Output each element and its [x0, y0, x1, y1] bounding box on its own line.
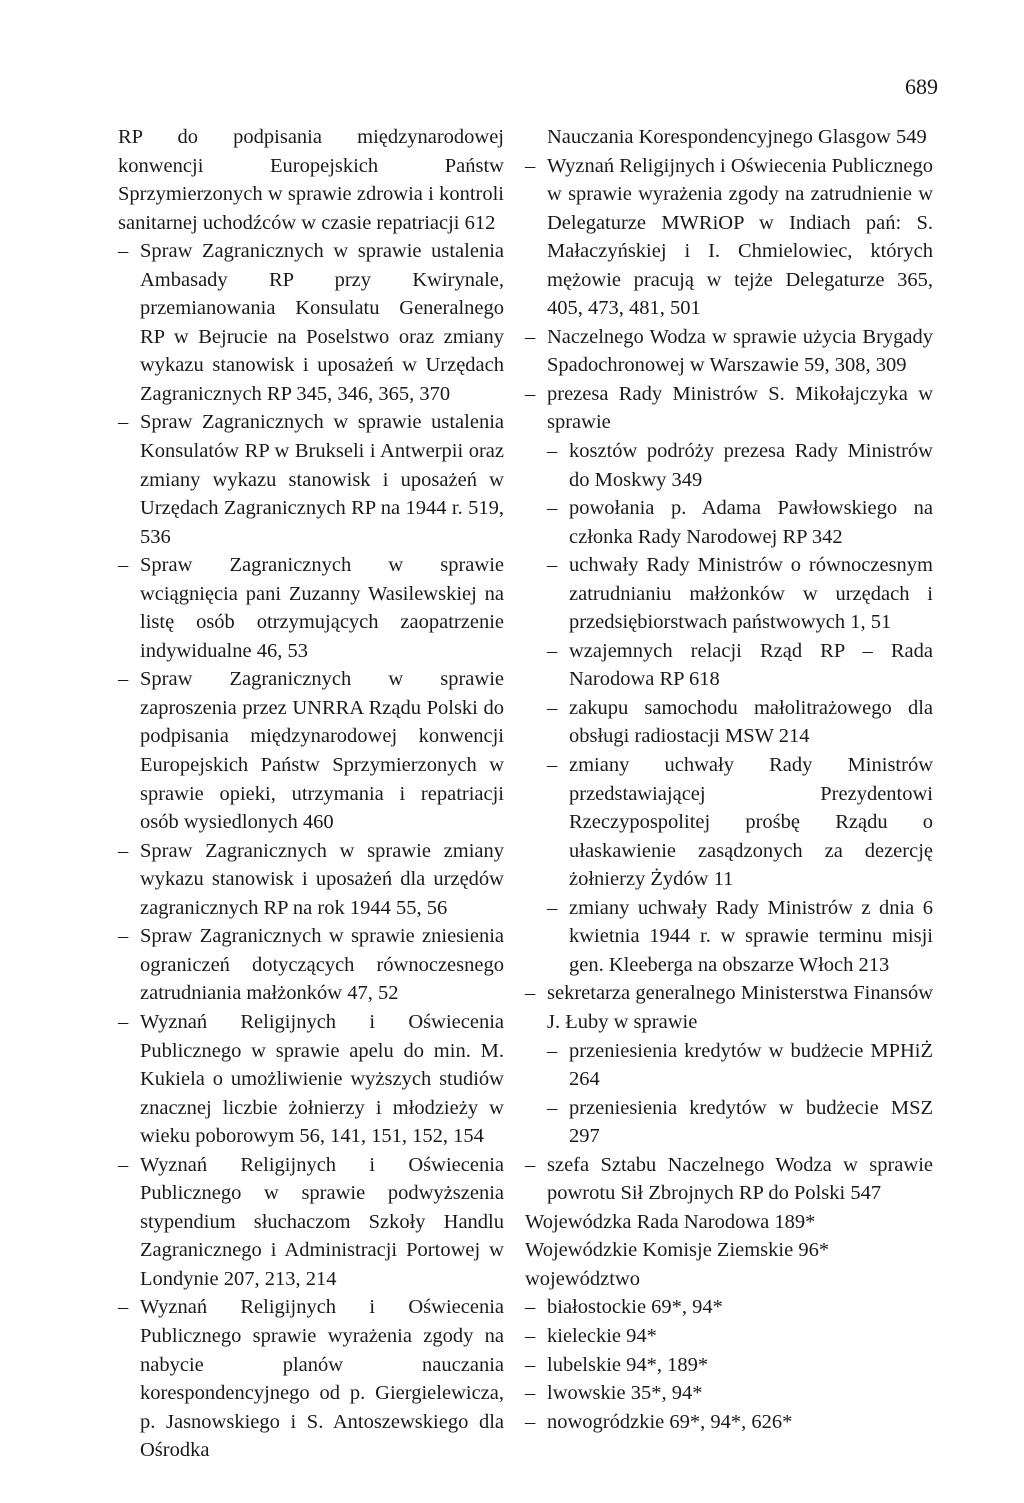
index-entry: [525, 1322, 933, 1351]
index-entry: [525, 1293, 933, 1322]
entry-text: Spraw Zagranicznych w sprawie ustalenia Ambasady RP przy Kwirynale, przemianowania Konsulatu Generalnego RP w Bejrucie na Poselstwo oraz zmiany wykazu stanowisk i uposażeń w Urzędach Zagranicznych RP 345, 346, 365, 370: [140, 240, 504, 405]
index-column-right: [525, 123, 933, 1436]
entry-dash: –: [525, 382, 536, 405]
entry-text: Nauczania Korespondencyjnego Glasgow 549: [547, 126, 927, 148]
index-entry: [525, 1379, 933, 1408]
entry-text: Naczelnego Wodza w sprawie użycia Brygady Spadochronowej w Warszawie 59, 308, 309: [547, 325, 933, 377]
entry-text: Wyznań Religijnych i Oświecenia Publicznego w sprawie apelu do min. M. Kukiela o umożliwienie wyższych studiów znacznej liczbie żołnierzy i młodzieży w wieku poborowym 56, 141, 151, 152, 154: [140, 1010, 504, 1148]
index-entry: [118, 1293, 504, 1464]
entry-text: zmiany uchwały Rady Ministrów z dnia 6 kwietnia 1944 r. w sprawie terminu misji gen. Kleeberga na obszarze Włoch 213: [569, 896, 933, 976]
entry-text: województwo: [525, 1267, 641, 1290]
entry-dash: –: [525, 1353, 536, 1376]
index-entry: [118, 123, 504, 237]
index-entry: [118, 922, 504, 1008]
page-number: 689: [905, 74, 938, 99]
entry-dash: –: [525, 982, 536, 1005]
index-entry: [525, 1208, 933, 1237]
index-entry: [118, 237, 504, 408]
entry-dash: –: [547, 639, 558, 662]
entry-dash: –: [118, 668, 129, 691]
index-entry: [525, 1151, 933, 1208]
entry-text: Spraw Zagranicznych w sprawie zniesienia ograniczeń dotyczących równoczesnego zatrudniania małżonków 47, 52: [140, 925, 504, 1005]
entry-text: przeniesienia kredytów w budżecie MPHiŻ 264: [569, 1039, 933, 1091]
entry-text: powołania p. Adama Pawłowskiego na członka Rady Narodowej RP 342: [569, 497, 933, 548]
entry-dash: –: [547, 896, 558, 919]
index-entry: [118, 408, 504, 551]
entry-dash: –: [525, 154, 536, 177]
index-entry: [525, 123, 933, 152]
entry-text: wzajemnych relacji Rząd RP – Rada Narodowa RP 618: [569, 639, 933, 691]
entry-text: lubelskie 94*, 189*: [547, 1353, 709, 1376]
index-entry: [525, 152, 933, 323]
index-entry: [525, 323, 933, 380]
index-entry: [525, 751, 933, 894]
index-entry: [525, 979, 933, 1036]
entry-dash: –: [118, 1010, 129, 1033]
entry-dash: –: [547, 440, 558, 463]
entry-dash: –: [547, 1096, 558, 1119]
index-entry: [525, 1094, 933, 1151]
entry-text: Spraw Zagranicznych w sprawie ustalenia Konsulatów RP w Brukseli i Antwerpii oraz zmiany wykazu stanowisk i uposażeń w Urzędach Zagranicznych RP na 1944 r. 519, 536: [140, 411, 504, 548]
entry-dash: –: [118, 839, 129, 862]
index-entry: [525, 894, 933, 980]
index-entry: [525, 380, 933, 437]
index-entry: [525, 637, 933, 694]
index-entry: [525, 1351, 933, 1380]
entry-dash: –: [525, 1324, 536, 1347]
entry-dash: –: [547, 1039, 558, 1062]
entry-text: Wojewódzkie Komisje Ziemskie 96*: [525, 1239, 830, 1262]
entry-text: zakupu samochodu małolitrażowego dla obsługi radiostacji MSW 214: [569, 696, 933, 748]
index-column-left: [118, 123, 504, 1465]
entry-dash: –: [118, 240, 129, 263]
index-entry: [525, 1037, 933, 1094]
entry-dash: –: [525, 1296, 536, 1319]
entry-dash: –: [118, 411, 129, 434]
entry-text: nowogródzkie 69*, 94*, 626*: [547, 1410, 793, 1433]
entry-dash: –: [525, 325, 536, 348]
index-entry: [525, 1265, 933, 1294]
entry-dash: –: [547, 754, 558, 777]
entry-dash: –: [547, 497, 558, 520]
entry-text: szefa Sztabu Naczelnego Wodza w sprawie powrotu Sił Zbrojnych RP do Polski 547: [547, 1153, 933, 1205]
index-entry: [525, 437, 933, 494]
entry-text: kosztów podróży prezesa Rady Ministrów do Moskwy 349: [569, 440, 933, 491]
entry-text: RP do podpisania międzynarodowej konwencji Europejskich Państw Sprzymierzonych w sprawie zdrowia i kontroli sanitarnej uchodźców w czasie repatriacji 612: [118, 126, 504, 234]
entry-text: uchwały Rady Ministrów o równoczesnym zatrudnianiu małżonków w urzędach i przedsiębiorstwach państwowych 1, 51: [569, 554, 933, 634]
entry-dash: –: [525, 1382, 536, 1405]
entry-text: Spraw Zagranicznych w sprawie zmiany wykazu stanowisk i uposażeń dla urzędów zagranicznych RP na rok 1944 55, 56: [140, 839, 504, 919]
entry-text: zmiany uchwały Rady Ministrów przedstawiającej Prezydentowi Rzeczypospolitej prośbę Rządu o ułaskawienie zasądzonych za dezercję żołnierzy Żydów 11: [569, 754, 933, 891]
entry-dash: –: [118, 554, 129, 577]
index-entry: [118, 837, 504, 923]
entry-dash: –: [525, 1410, 536, 1433]
entry-text: białostockie 69*, 94*: [547, 1296, 723, 1319]
index-entry: [525, 551, 933, 637]
entry-text: Wojewódzka Rada Narodowa 189*: [525, 1210, 816, 1233]
index-entry: [118, 1008, 504, 1151]
entry-dash: –: [547, 554, 558, 577]
entry-text: przeniesienia kredytów w budżecie MSZ 297: [569, 1096, 933, 1148]
entry-dash: –: [118, 1296, 129, 1319]
entry-text: Spraw Zagranicznych w sprawie wciągnięcia pani Zuzanny Wasilewskiej na listę osób otrzymujących zaopatrzenie indywidualne 46, 53: [140, 554, 504, 662]
entry-text: lwowskie 35*, 94*: [547, 1382, 703, 1405]
index-entry: [525, 1408, 933, 1437]
index-entry: [118, 1151, 504, 1294]
entry-text: Spraw Zagranicznych w sprawie zaproszenia przez UNRRA Rządu Polski do podpisania międzynarodowej konwencji Europejskich Państw Sprzymierzonych w sprawie opieki, utrzymania i repatriacji osób wysiedlonych 460: [140, 668, 504, 834]
index-entry: [525, 494, 933, 551]
index-entry: [118, 551, 504, 665]
entry-dash: –: [547, 696, 558, 719]
index-entry: [525, 1236, 933, 1265]
entry-text: sekretarza generalnego Ministerstwa Finansów J. Łuby w sprawie: [547, 982, 933, 1033]
entry-text: prezesa Rady Ministrów S. Mikołajczyka w sprawie: [547, 382, 933, 434]
entry-dash: –: [525, 1153, 536, 1176]
entry-text: Wyznań Religijnych i Oświecenia Publicznego sprawie wyrażenia zgody na nabycie planów nauczania korespondencyjnego od p. Giergielewicza, p. Jasnowskiego i S. Antoszewskiego dla Ośrodka: [140, 1296, 504, 1462]
entry-text: kieleckie 94*: [547, 1324, 657, 1347]
index-entry: [118, 665, 504, 836]
index-entry: [525, 694, 933, 751]
entry-text: Wyznań Religijnych i Oświecenia Publicznego w sprawie wyrażenia zgody na zatrudnienie w Delegaturze MWRiOP w Indiach pań: S. Małaczyńskiej i I. Chmielowiec, których mężowie pracują w tejże Delegaturze 365, 405, 473, 481, 501: [547, 154, 933, 320]
entry-dash: –: [118, 1153, 129, 1176]
entry-text: Wyznań Religijnych i Oświecenia Publicznego w sprawie podwyższenia stypendium słuchaczom Szkoły Handlu Zagranicznego i Administracji Portowej w Londynie 207, 213, 214: [140, 1153, 504, 1290]
entry-dash: –: [118, 925, 129, 948]
